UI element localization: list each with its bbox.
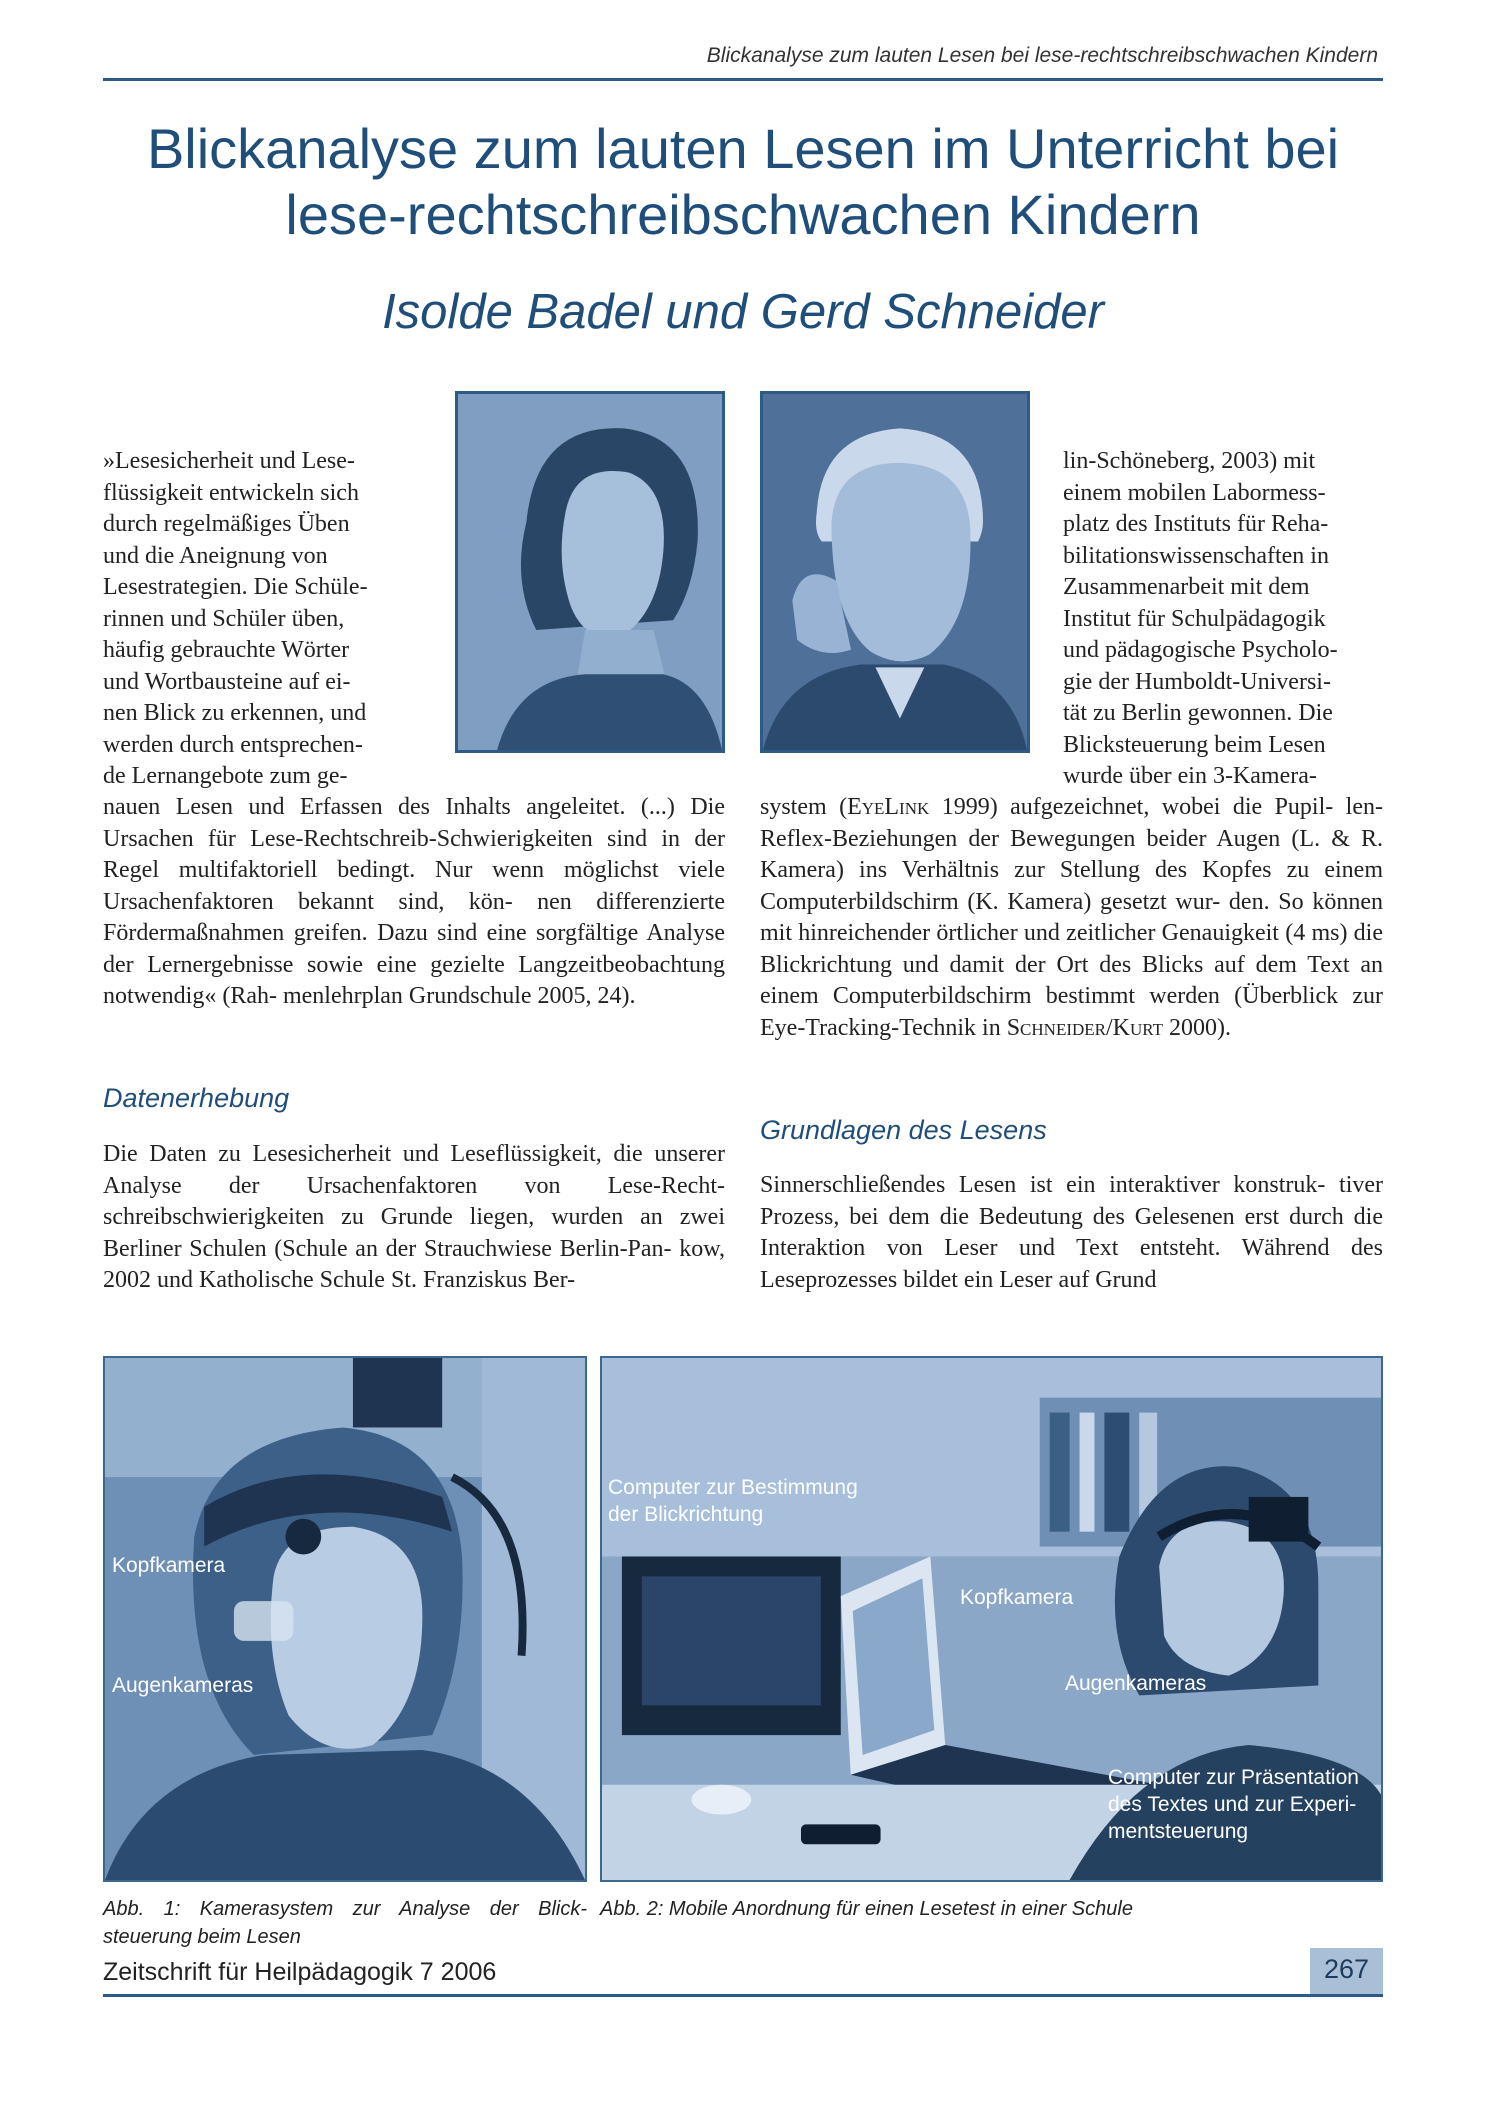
- journal-footer: Zeitschrift für Heilpädagogik 7 2006: [103, 1958, 497, 1986]
- text-line: lin-Schöneberg, 2003) mit: [1063, 448, 1316, 474]
- text-line: bilitationswissenschaften in: [1063, 542, 1329, 569]
- figure-1-caption: Abb. 1: Kamerasystem zur Analyse der Blick- steuerung beim Lesen: [103, 1898, 587, 1948]
- author-photo-badel: [455, 391, 725, 753]
- text-line: werden durch entsprechen-: [103, 731, 363, 758]
- portrait-woman-image: [458, 394, 722, 750]
- text-run: system (: [760, 794, 848, 820]
- text-line: häufig gebrauchte Wörter: [103, 637, 350, 663]
- citation-eyelink: EyeLink: [847, 794, 930, 820]
- left-column-quote-end: nauen Lesen und Erfassen des Inhalts angeleitet. (...) Die Ursachen für Lese-Rechtschreib-Schwierigkeiten sind in der Regel multifaktoriell bedingt. Nur wenn möglichst viele Ursachenfaktoren bekannt sind, kön- nen differenzierte Fördermaßnahmen greifen. Dazu sind eine sorgfältige Analyse der Lernergebnisse sowie eine gezielte Langzeitbeobachtung notwendig« (Rah- menlehrplan Grundschule 2005, 24).: [103, 794, 725, 1009]
- title-line-2: lese-rechtschreibschwachen Kindern: [285, 183, 1201, 246]
- figure-1-photo: [103, 1356, 587, 1882]
- text-line: und pädagogische Psycholo-: [1063, 637, 1338, 663]
- text-line: flüssigkeit entwickeln sich: [103, 479, 359, 506]
- text-line: platz des Instituts für Reha-: [1063, 511, 1329, 537]
- label-augenkameras-fig1: Augenkameras: [112, 1674, 254, 1697]
- text-line: »Lesesicherheit und Lese-: [103, 448, 355, 474]
- text-line: Zusammenarbeit mit dem: [1063, 574, 1310, 600]
- datenerhebung-paragraph: Die Daten zu Lesesicherheit und Leseflüssigkeit, die unserer Analyse der Ursachenfaktoren von Lese-Recht- schreibschwierigkeiten zu Grunde liegen, wurden an zwei Berliner Schulen (Schule an der Strauchwiese Berlin-Pan- kow, 2002 und Katholische Schule St. Franziskus Ber-: [103, 1141, 725, 1293]
- label-computer-blickrichtung: Computer zur Bestimmung der Blickrichtung: [608, 1476, 858, 1526]
- label-kopfkamera-fig1: Kopfkamera: [112, 1554, 226, 1577]
- section-heading-grundlagen: Grundlagen des Lesens: [760, 1115, 1047, 1145]
- text-line: Blicksteuerung beim Lesen: [1063, 731, 1326, 758]
- text-line: de Lernangebote zum ge-: [103, 763, 348, 789]
- right-column-intro: [1063, 446, 1383, 793]
- article-title: [103, 116, 1383, 248]
- page-number: 267: [1323, 1954, 1370, 1984]
- text-line: durch regelmäßiges Üben: [103, 511, 350, 537]
- label-kopfkamera-fig2: Kopfkamera: [960, 1586, 1074, 1609]
- text-line: gie der Humboldt-Universi-: [1063, 668, 1331, 695]
- section-heading-datenerhebung: Datenerhebung: [103, 1083, 290, 1113]
- portrait-man-image: [763, 394, 1027, 750]
- text-line: wurde über ein 3-Kamera-: [1063, 763, 1317, 789]
- text-line: und Wortbausteine auf ei-: [103, 668, 351, 695]
- right-column-method-text: [760, 792, 1383, 1044]
- figure-2-caption: Abb. 2: Mobile Anordnung für einen Lesetest in einer Schule: [600, 1898, 1133, 1920]
- text-line: rinnen und Schüler üben,: [103, 605, 345, 632]
- text-run: 2000).: [1162, 1014, 1231, 1041]
- header-rule: [103, 78, 1383, 81]
- grundlagen-paragraph: Sinnerschließendes Lesen ist ein interaktiver konstruk- tiver Prozess, bei dem die Bedeutung des Gelesenen erst durch die Interaktion von Leser und Text entsteht. Während des Leseprozesses bildet ein Leser auf Grund: [760, 1172, 1383, 1293]
- footer-rule: [103, 1994, 1383, 1997]
- text-line: Lesestrategien. Die Schüle-: [103, 574, 368, 600]
- running-head: Blickanalyse zum lauten Lesen bei lese-rechtschreibschwachen Kindern: [706, 44, 1378, 67]
- citation-schneider-kurt: Schneider/Kurt: [1006, 1014, 1163, 1041]
- text-run: 1999) aufgezeichnet, wobei die Pupil- len-Reflex-Beziehungen der Bewegungen beider Augen (L. & R. Kamera) ins Verhältnis zur Stellung des Kopfes zu einem Computerbildschirm (K. Kamera) gesetzt wur- den. So können mit hinreichender örtlicher und zeitlicher Genauigkeit (4 ms) die Blickrichtung und damit der Ort des Blicks auf dem Text an einem Computerbildschirm bestimmt werden (Überblick zur Eye-Tracking-Technik in: [760, 794, 1383, 1041]
- label-augenkameras-fig2: Augenkameras: [1065, 1672, 1207, 1695]
- text-line: Institut für Schulpädagogik: [1063, 605, 1326, 632]
- title-line-1: Blickanalyse zum lauten Lesen im Unterricht bei: [146, 117, 1340, 180]
- author-photo-schneider: [760, 391, 1030, 753]
- left-column-intro: [103, 446, 416, 793]
- article-authors: Isolde Badel und Gerd Schneider: [382, 285, 1104, 339]
- text-line: einem mobilen Labormess-: [1063, 479, 1326, 506]
- text-line: tät zu Berlin gewonnen. Die: [1063, 700, 1333, 726]
- camera-headset-child-image: [105, 1358, 585, 1880]
- text-line: und die Aneignung von: [103, 542, 328, 569]
- text-line: nen Blick zu erkennen, und: [103, 700, 367, 726]
- label-computer-praesentation: Computer zur Präsentation des Textes und zur Experi- mentsteuerung: [1108, 1766, 1359, 1843]
